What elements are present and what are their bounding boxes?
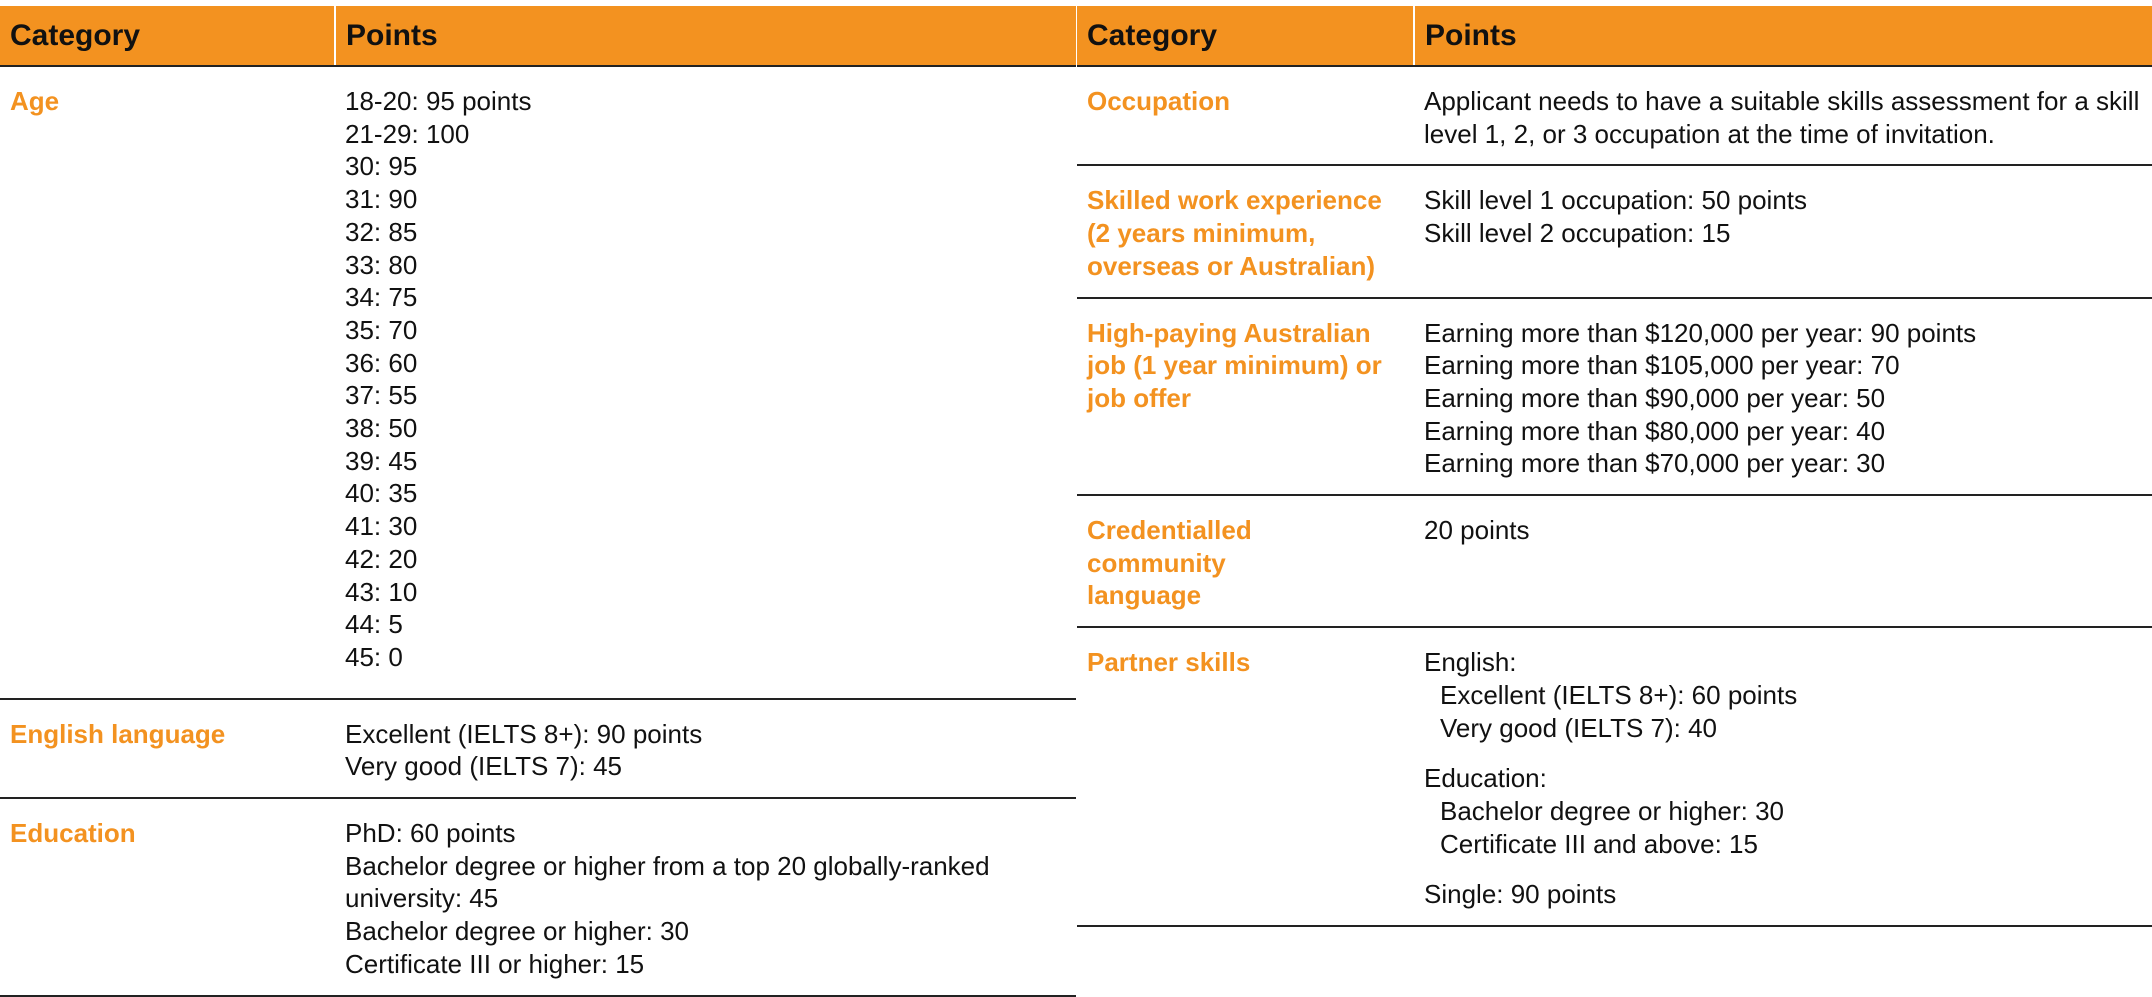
- points-line: Excellent (IELTS 8+): 90 points: [345, 718, 703, 749]
- partner-english-group: [1424, 646, 2142, 744]
- points-table-left: [0, 6, 1076, 997]
- points-partner-skills: [1414, 627, 2152, 926]
- category-education: Education: [0, 798, 335, 996]
- points-line: Skill level 2 occupation: 15: [1424, 218, 1731, 249]
- category-work-experience: Skilled work experience (2 years minimum, overseas or Australian): [1077, 165, 1414, 297]
- header-points: Points: [335, 6, 1076, 66]
- points-line: 30: 95: [345, 151, 418, 182]
- points-line: Bachelor degree or higher from a top 20 globally-ranked university: 45: [345, 850, 990, 914]
- points-line: 32: 85: [345, 216, 418, 247]
- points-line: 36: 60: [345, 347, 418, 378]
- points-line: Earning more than $105,000 per year: 70: [1424, 350, 1900, 381]
- table-row-work-experience: [1077, 165, 2152, 297]
- points-line: 42: 20: [345, 543, 418, 574]
- points-line: Very good (IELTS 7): 40: [1440, 712, 1717, 743]
- points-age: [335, 66, 1076, 699]
- points-line: Excellent (IELTS 8+): 60 points: [1440, 679, 1798, 710]
- table-row-occupation: [1077, 66, 2152, 165]
- points-line: 38: 50: [345, 413, 418, 444]
- points-line: Bachelor degree or higher: 30: [1440, 795, 1785, 826]
- points-line: Skill level 1 occupation: 50 points: [1424, 185, 1808, 216]
- partner-single-group: [1424, 878, 2142, 911]
- category-high-paying-job: High-paying Australian job (1 year minimum) or job offer: [1077, 298, 1414, 496]
- points-line: Earning more than $70,000 per year: 30: [1424, 448, 1886, 479]
- points-line: Certificate III and above: 15: [1440, 828, 1758, 859]
- points-line: 33: 80: [345, 249, 418, 280]
- points-line: 41: 30: [345, 511, 418, 542]
- points-line: 37: 55: [345, 380, 418, 411]
- category-partner-skills: Partner skills: [1077, 627, 1414, 926]
- points-line: Certificate III or higher: 15: [345, 948, 645, 979]
- header-row: [1077, 6, 2152, 66]
- partner-education-group: [1424, 762, 2142, 860]
- points-line: 43: 10: [345, 576, 418, 607]
- table-row-english: [0, 699, 1076, 798]
- points-line: Earning more than $80,000 per year: 40: [1424, 415, 1886, 446]
- points-line: Very good (IELTS 7): 45: [345, 751, 622, 782]
- points-line: Earning more than $90,000 per year: 50: [1424, 382, 1886, 413]
- category-occupation: Occupation: [1077, 66, 1414, 165]
- points-line: 44: 5: [345, 609, 403, 640]
- header-row: [0, 6, 1076, 66]
- points-line: PhD: 60 points: [345, 818, 516, 849]
- category-english: English language: [0, 699, 335, 798]
- points-line: Bachelor degree or higher: 30: [345, 916, 690, 947]
- table-row-partner-skills: [1077, 627, 2152, 926]
- points-line: 34: 75: [345, 282, 418, 313]
- points-line: Earning more than $120,000 per year: 90 points: [1424, 317, 1977, 348]
- category-community-language: Credentialled community language: [1077, 495, 1414, 627]
- partner-single: Single: 90 points: [1424, 879, 1617, 910]
- header-category: Category: [1077, 6, 1414, 66]
- points-line: 39: 45: [345, 445, 418, 476]
- category-age: Age: [0, 66, 335, 699]
- table-row-age: [0, 66, 1076, 699]
- points-occupation: [1414, 66, 2152, 165]
- points-english: [335, 699, 1076, 798]
- points-line: 21-29: 100: [345, 118, 470, 149]
- points-high-paying-job: [1414, 298, 2152, 496]
- header-points: Points: [1414, 6, 2152, 66]
- points-education: [335, 798, 1076, 996]
- points-community-language: [1414, 495, 2152, 627]
- points-work-experience: [1414, 165, 2152, 297]
- points-line: Applicant needs to have a suitable skills assessment for a skill level 1, 2, or 3 occupation at the time of invitation.: [1424, 86, 2140, 149]
- points-line: 31: 90: [345, 184, 418, 215]
- partner-education-heading: Education:: [1424, 763, 1547, 794]
- table-row-high-paying-job: [1077, 298, 2152, 496]
- points-line: 35: 70: [345, 314, 418, 345]
- header-category: Category: [0, 6, 335, 66]
- points-line: 45: 0: [345, 641, 403, 672]
- table-row-education: [0, 798, 1076, 996]
- points-line: 18-20: 95 points: [345, 86, 532, 116]
- points-line: 40: 35: [345, 478, 418, 509]
- points-table-right: [1077, 6, 2152, 927]
- partner-english-heading: English:: [1424, 647, 1517, 678]
- points-line: 20 points: [1424, 515, 1530, 546]
- table-row-community-language: [1077, 495, 2152, 627]
